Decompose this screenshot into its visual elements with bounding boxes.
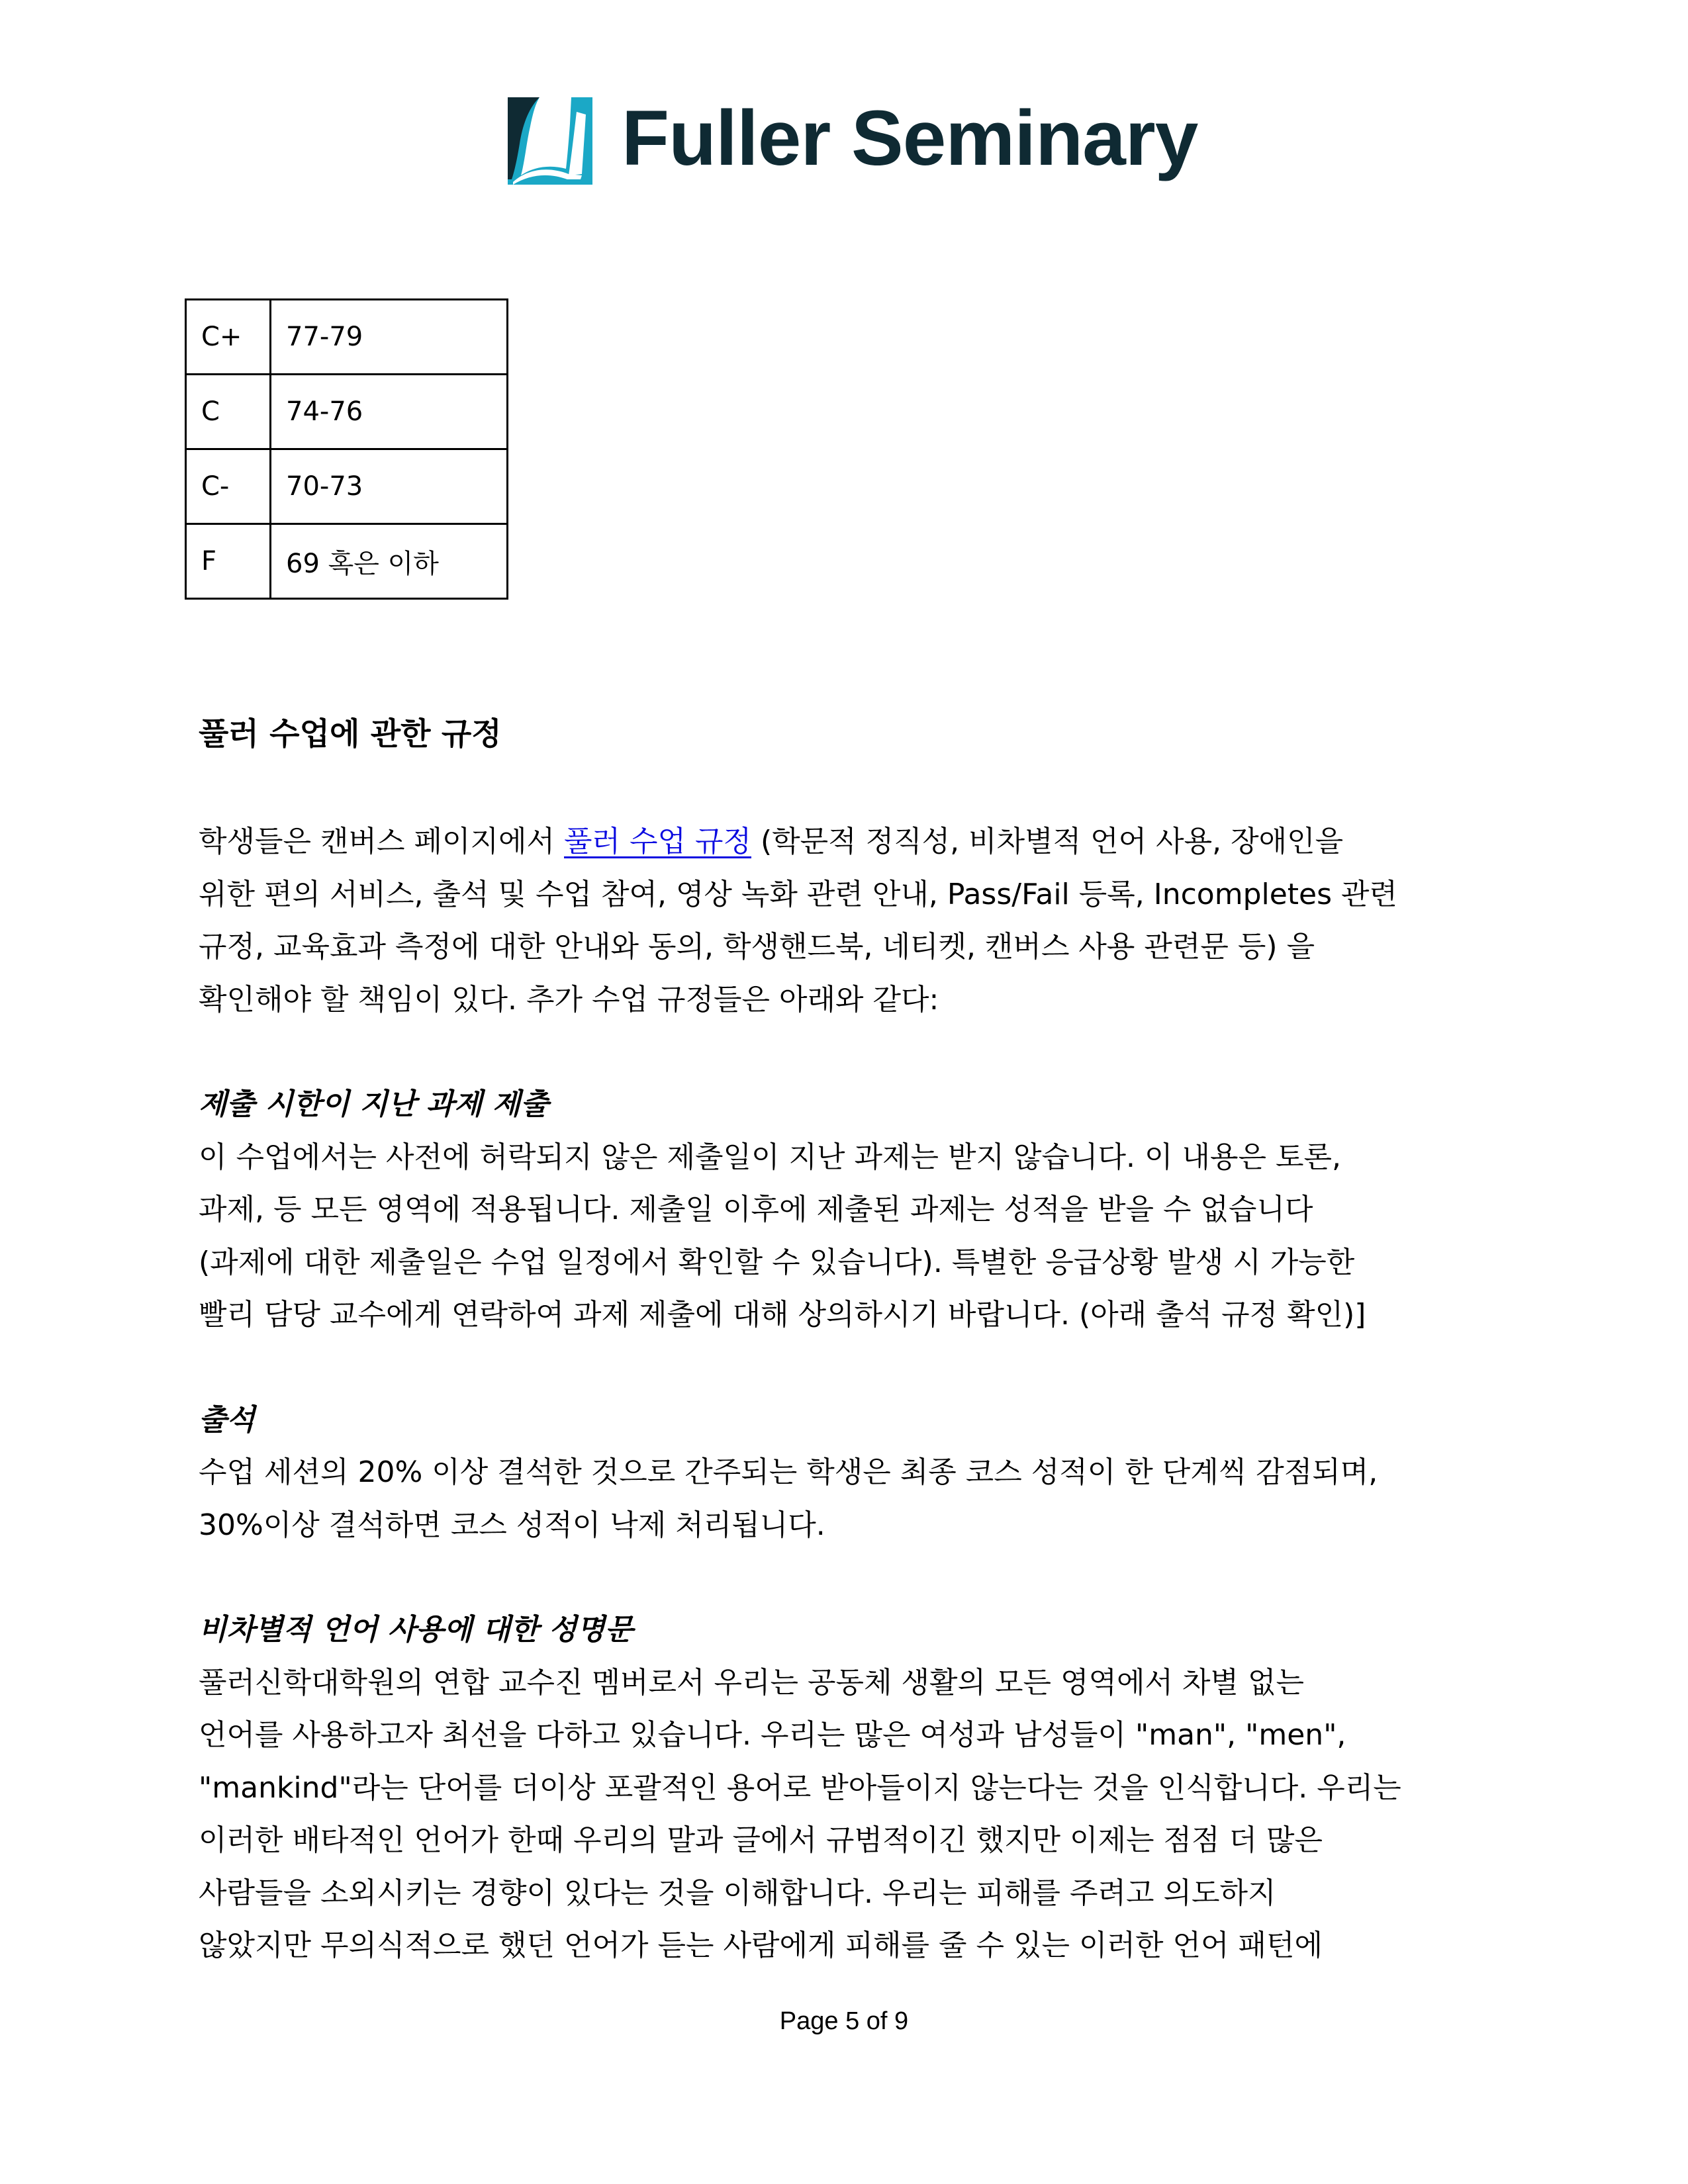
grade-cell: C+ — [186, 300, 271, 375]
range-cell: 70-73 — [271, 449, 508, 524]
paragraph-line: 과제, 등 모든 영역에 적용됩니다. 제출일 이후에 제출된 과제는 성적을 받을 수 없습니다 — [199, 1193, 1313, 1226]
grade-cell: F — [186, 524, 271, 599]
intro-paragraph — [199, 815, 1489, 1026]
intro-line-1 — [199, 815, 1489, 868]
book-logo-icon — [508, 97, 592, 185]
paragraph-line: 이 수업에서는 사전에 허락되지 않은 제출일이 지난 과제는 받지 않습니다. 이 내용은 토론, — [199, 1140, 1341, 1174]
table-row — [186, 524, 508, 599]
spacer — [199, 1342, 1489, 1394]
course-policies-section — [199, 708, 1489, 1972]
table-row — [186, 449, 508, 524]
late-submission-paragraph — [199, 1131, 1489, 1342]
attendance-heading: 출석 — [199, 1402, 256, 1437]
paragraph-line: 빨리 담당 교수에게 연락하여 과제 제출에 대해 상의하시기 바랍니다. (아래 출석 규정 확인)] — [199, 1298, 1366, 1332]
table-row — [186, 300, 508, 375]
intro-line-2: 위한 편의 서비스, 출석 및 수업 참여, 영상 녹화 관련 안내, Pass/Fail 등록, Incompletes 관련 — [199, 877, 1398, 911]
range-cell: 74-76 — [271, 375, 508, 449]
paragraph-line: 수업 세션의 20% 이상 결석한 것으로 간주되는 학생은 최종 코스 성적이 한 단계씩 감점되며, — [199, 1455, 1378, 1489]
intro-line-3: 규정, 교육효과 측정에 대한 안내와 동의, 학생핸드북, 네티켓, 캔버스 사용 관련문 등) 을 — [199, 930, 1315, 964]
paragraph-line: (과제에 대한 제출일은 수업 일정에서 확인할 수 있습니다). 특별한 응급상황 발생 시 가능한 — [199, 1245, 1355, 1279]
intro-text: (학문적 정직성, 비차별적 언어 사용, 장애인을 — [751, 825, 1344, 858]
table-row — [186, 375, 508, 449]
paragraph-line: 이러한 배타적인 언어가 한때 우리의 말과 글에서 규범적이긴 했지만 이제는 점점 더 많은 — [199, 1823, 1323, 1857]
logo-text: Fuller Seminary — [622, 95, 1198, 182]
paragraph-line: 사람들을 소외시키는 경향이 있다는 것을 이해합니다. 우리는 피해를 주려고 의도하지 — [199, 1876, 1276, 1910]
course-policies-link[interactable]: 풀러 수업 규정 — [564, 825, 752, 858]
spacer — [199, 761, 1489, 815]
late-submission-heading: 제출 시한이 지난 과제 제출 — [199, 1087, 549, 1121]
paragraph-line: 30%이상 결석하면 코스 성적이 낙제 처리됩니다. — [199, 1508, 825, 1542]
grade-scale-table — [185, 298, 508, 600]
page-number: Page 5 of 9 — [779, 2007, 909, 2035]
paragraph-line: "mankind"라는 단어를 더이상 포괄적인 용어로 받아들이지 않는다는 것을 인식합니다. 우리는 — [199, 1770, 1401, 1805]
intro-text: 학생들은 캔버스 페이지에서 — [199, 825, 565, 858]
inclusive-language-paragraph — [199, 1657, 1489, 1972]
range-cell: 69 혹은 이하 — [271, 524, 508, 599]
range-cell: 77-79 — [271, 300, 508, 375]
paragraph-line: 언어를 사용하고자 최선을 다하고 있습니다. 우리는 많은 여성과 남성들이 "man", "men", — [199, 1718, 1346, 1752]
grade-cell: C- — [186, 449, 271, 524]
inclusive-language-heading: 비차별적 언어 사용에 대한 성명문 — [199, 1613, 633, 1647]
paragraph-line: 풀러신학대학원의 연합 교수진 멤버로서 우리는 공동체 생활의 모든 영역에서 차별 없는 — [199, 1665, 1305, 1700]
attendance-paragraph — [199, 1446, 1489, 1551]
grade-cell: C — [186, 375, 271, 449]
spacer — [199, 1551, 1489, 1604]
fuller-seminary-logo — [508, 97, 1197, 185]
intro-line-4: 확인해야 할 책임이 있다. 추가 수업 규정들은 아래와 같다: — [199, 982, 939, 1017]
paragraph-line: 않았지만 무의식적으로 했던 언어가 듣는 사람에게 피해를 줄 수 있는 이러한 언어 패턴에 — [199, 1929, 1323, 1962]
section-title: 풀러 수업에 관한 규정 — [199, 716, 502, 752]
spacer — [199, 1026, 1489, 1078]
